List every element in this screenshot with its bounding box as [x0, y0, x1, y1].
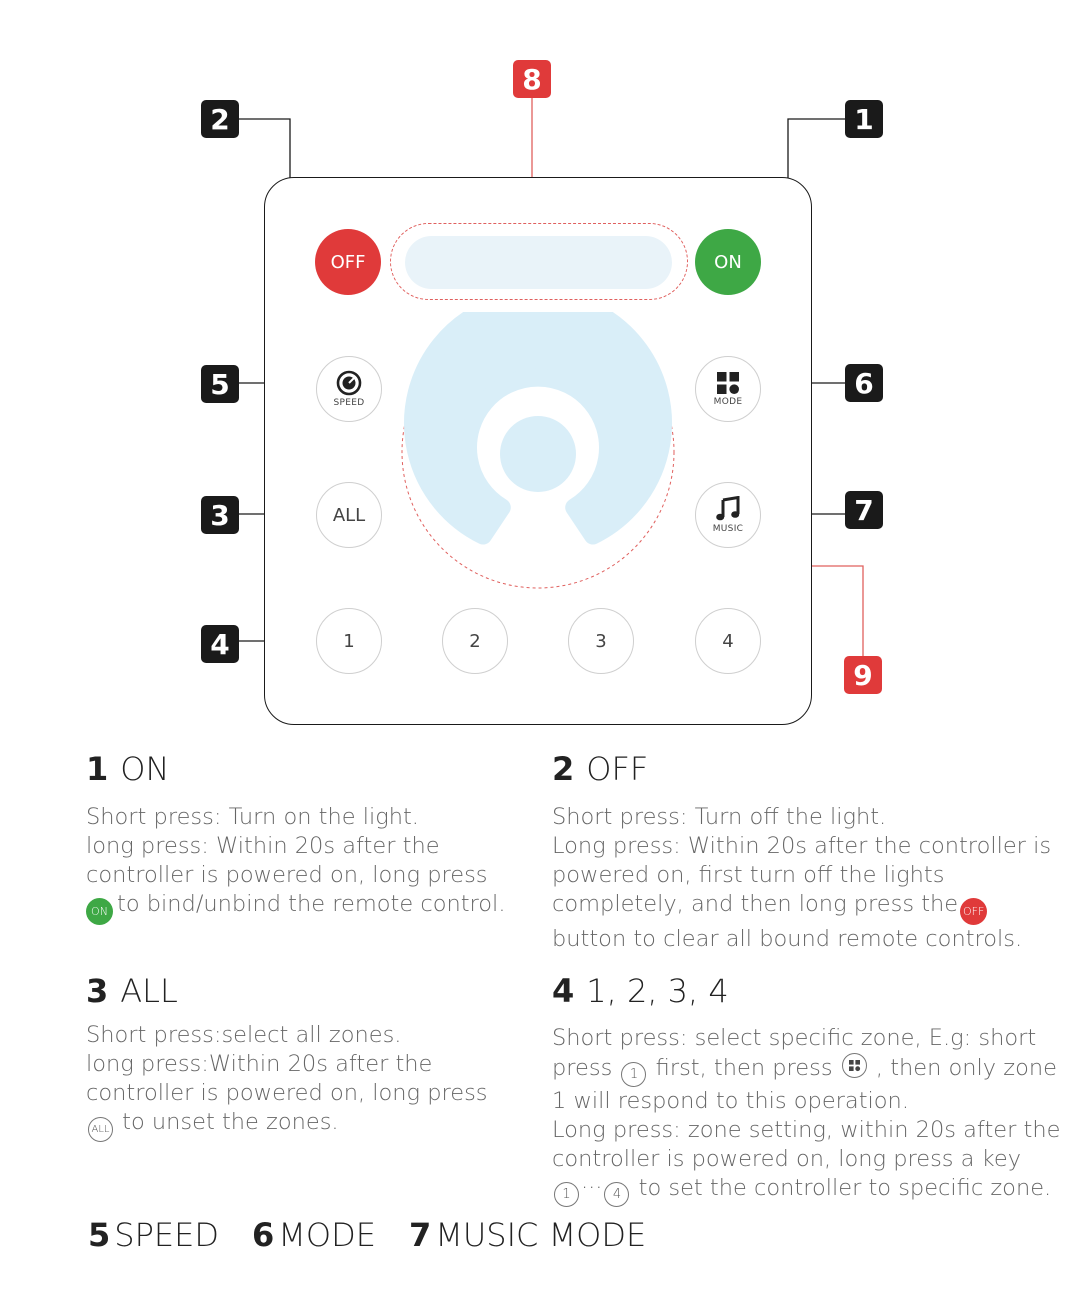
text-fragment: , then only zone [875, 1055, 1057, 1081]
section-zones-text [552, 1024, 1060, 1207]
section-zones-number: 4 [552, 972, 575, 1010]
section-all-title: ALL [120, 972, 178, 1010]
zone-3-label: 3 [595, 630, 607, 652]
footer-speed-label: SPEED [114, 1216, 219, 1254]
footer-speed-number: 5 [88, 1216, 111, 1254]
section-on-number: 1 [86, 750, 109, 788]
text-line: Short press:select all zones. [86, 1022, 402, 1048]
zone-1-button[interactable] [316, 608, 382, 674]
footer-mode-number: 6 [252, 1216, 275, 1254]
text-fragment: completely, and then long press the [552, 891, 959, 917]
section-off-title: OFF [586, 750, 649, 788]
callout-4: 4 [201, 625, 239, 663]
off-button-label: OFF [330, 251, 366, 273]
text-line [552, 890, 1051, 925]
section-on-text [86, 803, 505, 925]
music-note-icon [715, 496, 741, 522]
off-button-icon: OFF [960, 898, 987, 925]
text-line: long press:Within 20s after the [86, 1051, 433, 1077]
text-line [552, 1174, 1060, 1207]
callout-5: 5 [201, 365, 239, 403]
section-on-title: ON [120, 750, 170, 788]
zone-1-label: 1 [343, 630, 355, 652]
section-zones-title: 1, 2, 3, 4 [586, 972, 729, 1010]
callout-9: 9 [844, 656, 882, 694]
footer-music-number: 7 [409, 1216, 432, 1254]
section-off-number: 2 [552, 750, 575, 788]
mode-grid-icon [716, 371, 740, 395]
text-line [86, 1108, 488, 1142]
text-fragment: first, then press [655, 1055, 833, 1081]
text-line: controller is powered on, long press [86, 1080, 488, 1106]
all-button-icon: ALL [88, 1117, 113, 1142]
mode-button-label: MODE [713, 397, 743, 407]
color-wheel[interactable] [398, 312, 678, 592]
text-line: button to clear all bound remote controls. [552, 926, 1023, 952]
section-on-heading [86, 750, 169, 788]
text-fragment: to unset the zones. [122, 1109, 339, 1135]
text-line: Long press: Within 20s after the controller is [552, 833, 1052, 859]
ellipsis: ··· [581, 1175, 603, 1201]
callout-6: 6 [845, 364, 883, 402]
brightness-slider[interactable] [405, 236, 672, 289]
callout-8: 8 [513, 60, 551, 98]
text-line [552, 1053, 1060, 1087]
text-fragment: to set the controller to specific zone. [638, 1175, 1052, 1201]
text-line: powered on, first turn off the lights [552, 862, 945, 888]
footer-speed [88, 1216, 219, 1254]
callout-7: 7 [845, 491, 883, 529]
on-button-icon: ON [86, 898, 113, 925]
text-line: long press: Within 20s after the [86, 833, 440, 859]
footer-music [409, 1216, 646, 1254]
all-button-label: ALL [332, 504, 366, 526]
text-line: controller is powered on, long press a key [552, 1146, 1022, 1172]
mode-button[interactable] [695, 356, 761, 422]
text-fragment: to bind/unbind the remote control. [117, 891, 506, 917]
section-all-heading [86, 972, 178, 1010]
zone-2-label: 2 [469, 630, 481, 652]
footer-music-label: MUSIC MODE [435, 1216, 647, 1254]
speed-button-label: SPEED [333, 398, 365, 408]
text-line: Short press: Turn on the light. [86, 804, 419, 830]
section-all-number: 3 [86, 972, 109, 1010]
mode-button-icon [842, 1053, 867, 1078]
section-all-text [86, 1021, 488, 1142]
on-button-label: ON [714, 251, 742, 273]
speed-button[interactable] [316, 356, 382, 422]
text-line [86, 890, 505, 925]
footer-mode [252, 1216, 376, 1254]
text-line: controller is powered on, long press [86, 862, 488, 888]
zone-4-icon: 4 [604, 1182, 629, 1207]
text-line: Short press: Turn off the light. [552, 804, 887, 830]
on-button[interactable] [695, 229, 761, 295]
callout-3: 3 [201, 496, 239, 534]
music-button[interactable] [695, 482, 761, 548]
section-off-heading [552, 750, 648, 788]
text-line: Short press: select specific zone, E.g: short [552, 1025, 1037, 1051]
off-button[interactable] [315, 229, 381, 295]
speedometer-icon [336, 370, 362, 396]
text-fragment: press [552, 1055, 613, 1081]
section-off-text [552, 803, 1051, 954]
all-button[interactable] [316, 482, 382, 548]
callout-1: 1 [845, 100, 883, 138]
callout-2: 2 [201, 100, 239, 138]
zone-2-button[interactable] [442, 608, 508, 674]
zone-1-icon: 1 [621, 1062, 646, 1087]
text-line: 1 will respond to this operation. [552, 1088, 909, 1114]
music-button-label: MUSIC [712, 524, 744, 534]
zone-4-label: 4 [722, 630, 734, 652]
footer-mode-label: MODE [278, 1216, 376, 1254]
text-line: Long press: zone setting, within 20s after the [552, 1117, 1061, 1143]
zone-4-button[interactable] [695, 608, 761, 674]
zone-3-button[interactable] [568, 608, 634, 674]
section-zones-heading [552, 972, 729, 1010]
zone-1-icon: 1 [554, 1182, 579, 1207]
